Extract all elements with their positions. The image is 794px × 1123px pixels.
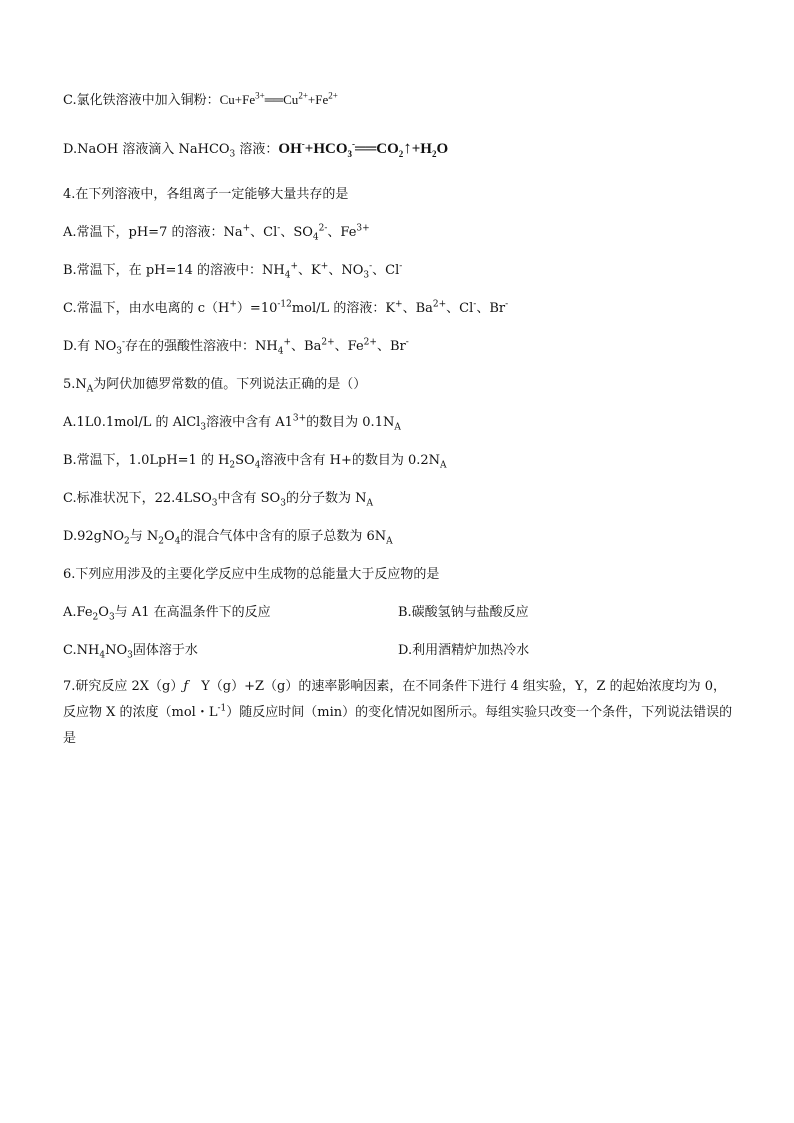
- q3-option-d-text: D.NaOH 溶液滴入 NaHCO$_3$ 溶液：: [63, 142, 279, 160]
- q4-option-a: A.常温下，pH=7 的溶液：Na+、Cl-、$SO_4^{2-}$、$Fe^{3+}$: [63, 223, 370, 243]
- q5-option-c: C.标准状况下，$22.4LSO_3$中含有 $SO_3$的分子数为 $N_A$: [63, 491, 373, 509]
- q6-option-a: $A.Fe_2O_3$与 A1 在高温条件下的反应: [63, 605, 271, 623]
- q7-stem: 7.研究反应 2X（g）ƒ Y（g）+Z（g）的速率影响因素，在不同条件下进行 4 组实验，Y，Z 的起始浓度均为 0，反应物 X 的浓度（mol・$L^{-1}$）随反应时间（min）的变化情况如图所示。每组实验只改变一个条件，下列说法错误的是: [63, 679, 733, 746]
- q5-option-d: D.92gNO$_2$与 $N_2O_4$的混合气体中含有的原子总数为 $6N_A$: [63, 529, 393, 547]
- q3-option-c: [63, 91, 338, 110]
- q6-option-b: B.碳酸氢钠与盐酸反应: [398, 605, 529, 620]
- q6-option-c: $C.NH_4NO_3$固体溶于水: [63, 643, 198, 661]
- q4-option-b: B.常温下，在 pH=14 的溶液中：$NH_4^+$、K+、$NO_3^-$、Cl-: [63, 261, 403, 281]
- q5-stem: $5.N_A$为阿伏加德罗常数的值。下列说法正确的是（）: [63, 377, 367, 395]
- q3-option-c-text: C.氯化铁溶液中加入铜粉：: [63, 93, 220, 108]
- q3-option-d: [63, 139, 448, 159]
- q4-option-c: C.常温下，由水电离的 $c(H^+)=10^{-12}mol/L$ 的溶液：K+、$Ba^{2+}$、Cl-、Br-: [63, 299, 509, 316]
- q3-option-c-equation: $Cu+Fe^{3+}══Cu^{2+}+Fe^{2+}$: [219, 90, 338, 107]
- q5-option-b: B.常温下，1.0LpH=1 的 $H_2SO_4$溶液中含有 H+的数目为 $0.2N_A$: [63, 453, 447, 471]
- q6-stem: 6.下列应用涉及的主要化学反应中生成物的总能量大于反应物的是: [63, 567, 440, 582]
- q4-stem: 4.在下列溶液中，各组离子一定能够大量共存的是: [63, 187, 349, 202]
- q3-option-d-equation: $OH^-+HCO_3^-══CO_2↑+H_2O$: [278, 138, 449, 159]
- q6-option-d: D.利用酒精炉加热冷水: [398, 643, 530, 658]
- q4-option-d: D.有 $NO_3^-$存在的强酸性溶液中：$NH_4^+$、$Ba^{2+}$、$Fe^{2+}$、Br-: [63, 337, 409, 357]
- q5-option-a: A.1L0.1mol/L 的 AlCl$_3$溶液中含有 $A1^{3+}$的数目为 $0.1N_A$: [63, 413, 401, 433]
